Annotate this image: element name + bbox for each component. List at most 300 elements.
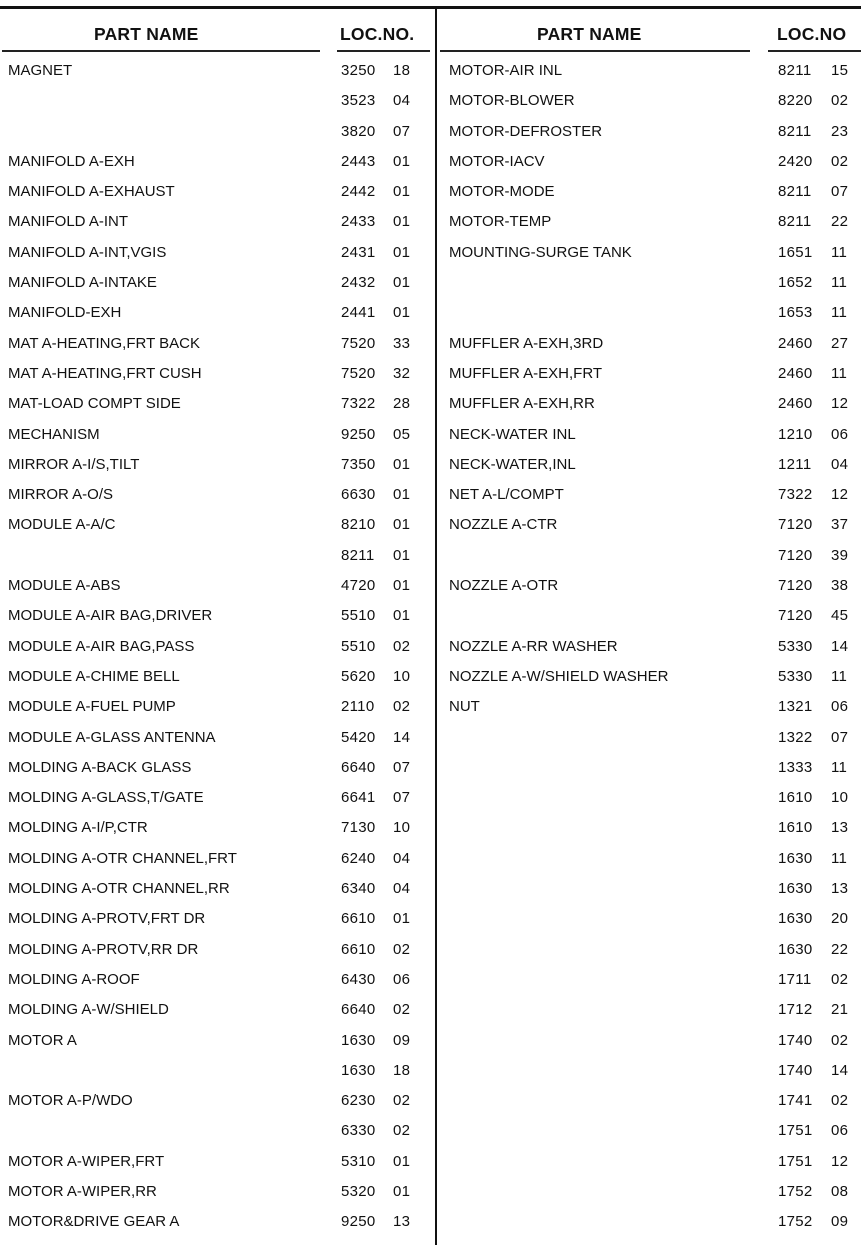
index-number-cell: 15 [831, 62, 849, 79]
index-number-cell: 01 [393, 910, 411, 928]
index-number-cell: 11 [831, 758, 848, 776]
index-number-cell: 07 [393, 122, 411, 140]
loc-number-cell: 7120 [778, 516, 813, 534]
table-row [0, 269, 432, 299]
part-name-cell: MAGNET [8, 62, 73, 79]
table-row [438, 1117, 861, 1147]
table-row [0, 875, 432, 905]
loc-number-cell: 5320 [341, 1182, 376, 1200]
loc-number-cell: 1630 [778, 940, 813, 958]
table-row [0, 330, 432, 360]
loc-number-cell: 8210 [341, 516, 376, 534]
loc-number-cell: 5510 [341, 637, 376, 655]
loc-number-cell: 2433 [341, 213, 376, 231]
index-number-cell: 45 [831, 607, 849, 625]
table-row [0, 693, 432, 723]
table-row [0, 1178, 432, 1208]
loc-number-cell: 7520 [341, 334, 376, 352]
index-number-cell: 01 [393, 304, 411, 322]
part-name-cell: MOTOR A [8, 1031, 77, 1049]
index-number-cell: 10 [393, 819, 411, 837]
part-name-cell: MODULE A-AIR BAG,DRIVER [8, 607, 213, 625]
table-row [438, 542, 861, 572]
index-number-cell: 12 [831, 486, 849, 504]
right-parts-column [438, 9, 861, 1231]
part-name-cell: MANIFOLD A-EXH [8, 152, 135, 170]
loc-number-cell: 3250 [341, 62, 376, 79]
table-row [0, 724, 432, 754]
table-row [438, 299, 861, 329]
loc-number-cell: 1610 [778, 819, 813, 837]
index-number-cell: 04 [393, 92, 411, 110]
loc-number-cell: 2460 [778, 395, 813, 413]
right-loc-no-heading: LOC.NO [777, 24, 847, 44]
table-row [438, 693, 861, 723]
index-number-cell: 11 [831, 667, 848, 685]
index-number-cell: 11 [831, 243, 848, 261]
part-name-cell: MAT A-HEATING,FRT BACK [8, 334, 200, 352]
loc-number-cell: 7520 [341, 364, 376, 382]
table-row [438, 905, 861, 935]
table-row [0, 1208, 432, 1238]
part-name-cell: NECK-WATER,INL [449, 455, 576, 473]
index-number-cell: 14 [393, 728, 411, 746]
index-number-cell: 02 [831, 152, 849, 170]
index-number-cell: 11 [831, 364, 848, 382]
table-row [438, 572, 861, 602]
loc-number-cell: 1630 [778, 910, 813, 928]
loc-number-cell: 1322 [778, 728, 813, 746]
loc-number-cell: 3820 [341, 122, 376, 140]
index-number-cell: 01 [393, 577, 411, 595]
table-row [438, 1148, 861, 1178]
index-number-cell: 02 [831, 1092, 849, 1110]
table-row [438, 178, 861, 208]
table-row [0, 996, 432, 1026]
table-row [438, 87, 861, 117]
loc-number-cell: 6610 [341, 910, 376, 928]
index-number-cell: 23 [831, 122, 849, 140]
table-row [438, 784, 861, 814]
index-number-cell: 01 [393, 546, 411, 564]
table-row [0, 754, 432, 784]
part-name-cell: MOTOR-MODE [449, 183, 555, 201]
table-row [0, 87, 432, 117]
part-name-cell: MOTOR&DRIVE GEAR A [8, 1213, 180, 1231]
index-number-cell: 37 [831, 516, 849, 534]
right-rows [438, 57, 861, 1239]
part-name-cell: MANIFOLD A-INT [8, 213, 129, 231]
index-number-cell: 11 [831, 849, 848, 867]
index-number-cell: 02 [831, 970, 849, 988]
table-row [0, 1087, 432, 1117]
table-row [438, 1178, 861, 1208]
index-number-cell: 07 [393, 758, 411, 776]
part-name-cell: MIRROR A-O/S [8, 486, 114, 504]
table-row [0, 1027, 432, 1057]
left-loc-no-heading: LOC.NO. [340, 24, 415, 44]
index-number-cell: 01 [393, 1152, 411, 1170]
table-row [0, 602, 432, 632]
table-row [0, 814, 432, 844]
loc-number-cell: 8220 [778, 92, 813, 110]
table-row [438, 451, 861, 481]
index-number-cell: 08 [831, 1182, 849, 1200]
loc-number-cell: 8211 [778, 183, 812, 201]
loc-number-cell: 8211 [778, 122, 812, 140]
loc-number-cell: 2431 [341, 243, 376, 261]
table-row [438, 1027, 861, 1057]
index-number-cell: 04 [393, 880, 411, 898]
part-name-cell: MOLDING A-W/SHIELD [8, 1001, 169, 1019]
table-row [438, 421, 861, 451]
part-name-cell: MANIFOLD A-EXHAUST [8, 183, 175, 201]
loc-number-cell: 6630 [341, 486, 376, 504]
loc-number-cell: 1711 [778, 970, 812, 988]
index-number-cell: 27 [831, 334, 849, 352]
index-number-cell: 01 [393, 455, 411, 473]
part-name-cell: MOTOR-AIR INL [449, 62, 563, 79]
loc-number-cell: 4720 [341, 577, 376, 595]
index-number-cell: 09 [393, 1031, 411, 1049]
index-number-cell: 01 [393, 1182, 411, 1200]
right-header [438, 9, 861, 54]
index-number-cell: 06 [831, 425, 849, 443]
loc-number-cell: 6640 [341, 1001, 376, 1019]
part-name-cell: MOTOR-BLOWER [449, 92, 575, 110]
part-name-cell: MOLDING A-BACK GLASS [8, 758, 192, 776]
table-row [0, 239, 432, 269]
left-parts-column [0, 9, 432, 1231]
loc-number-cell: 7130 [341, 819, 376, 837]
part-name-cell: MODULE A-GLASS ANTENNA [8, 728, 216, 746]
loc-number-cell: 5420 [341, 728, 376, 746]
loc-number-cell: 5510 [341, 607, 376, 625]
loc-number-cell: 1630 [341, 1061, 376, 1079]
table-row [438, 148, 861, 178]
loc-number-cell: 5620 [341, 667, 376, 685]
part-name-cell: MOLDING A-OTR CHANNEL,FRT [8, 849, 237, 867]
part-name-cell: MOTOR-IACV [449, 152, 545, 170]
loc-number-cell: 5310 [341, 1152, 376, 1170]
part-name-cell: MOTOR A-P/WDO [8, 1092, 133, 1110]
index-number-cell: 01 [393, 213, 411, 231]
loc-number-cell: 7322 [778, 486, 813, 504]
table-row [0, 390, 432, 420]
part-name-cell: MAT A-HEATING,FRT CUSH [8, 364, 202, 382]
right-name-header-rule [440, 50, 750, 52]
part-name-cell: NUT [449, 698, 480, 716]
left-header [0, 9, 432, 54]
index-number-cell: 04 [831, 455, 849, 473]
index-number-cell: 06 [393, 970, 411, 988]
table-row [438, 481, 861, 511]
index-number-cell: 22 [831, 213, 849, 231]
index-number-cell: 10 [831, 789, 849, 807]
table-row [0, 572, 432, 602]
table-row [0, 118, 432, 148]
loc-number-cell: 2460 [778, 364, 813, 382]
index-number-cell: 14 [831, 637, 849, 655]
loc-number-cell: 1630 [778, 849, 813, 867]
index-number-cell: 02 [393, 1122, 411, 1140]
loc-number-cell: 1630 [341, 1031, 376, 1049]
part-name-cell: MOTOR-TEMP [449, 213, 552, 231]
index-number-cell: 13 [831, 819, 849, 837]
column-divider [435, 9, 437, 1245]
loc-number-cell: 1751 [778, 1122, 813, 1140]
part-name-cell: MANIFOLD A-INTAKE [8, 274, 157, 292]
loc-number-cell: 1712 [778, 1001, 813, 1019]
table-row [0, 966, 432, 996]
loc-number-cell: 2442 [341, 183, 376, 201]
loc-number-cell: 6230 [341, 1092, 376, 1110]
index-number-cell: 02 [831, 1031, 849, 1049]
right-loc-header-rule [768, 50, 861, 52]
part-name-cell: MOLDING A-ROOF [8, 970, 140, 988]
loc-number-cell: 6340 [341, 880, 376, 898]
table-row [438, 966, 861, 996]
index-number-cell: 18 [393, 1061, 411, 1079]
loc-number-cell: 2460 [778, 334, 813, 352]
loc-number-cell: 1751 [778, 1152, 813, 1170]
table-row [438, 633, 861, 663]
loc-number-cell: 6430 [341, 970, 376, 988]
index-number-cell: 01 [393, 274, 411, 292]
left-rows [0, 57, 432, 1239]
loc-number-cell: 6610 [341, 940, 376, 958]
loc-number-cell: 1752 [778, 1182, 813, 1200]
loc-number-cell: 1610 [778, 789, 813, 807]
part-name-cell: MECHANISM [8, 425, 100, 443]
table-row [0, 845, 432, 875]
index-number-cell: 13 [393, 1213, 411, 1231]
part-name-cell: MUFFLER A-EXH,FRT [449, 364, 603, 382]
loc-number-cell: 1740 [778, 1061, 813, 1079]
table-row [0, 57, 432, 87]
left-part-name-heading: PART NAME [94, 24, 199, 44]
table-row [0, 421, 432, 451]
index-number-cell: 02 [393, 1001, 411, 1019]
part-name-cell: MODULE A-CHIME BELL [8, 667, 180, 685]
index-number-cell: 32 [393, 364, 411, 382]
index-number-cell: 01 [393, 152, 411, 170]
part-name-cell: NET A-L/COMPT [449, 486, 564, 504]
index-number-cell: 21 [831, 1001, 849, 1019]
index-number-cell: 28 [393, 395, 411, 413]
table-row [0, 663, 432, 693]
table-row [438, 360, 861, 390]
index-number-cell: 06 [831, 1122, 849, 1140]
loc-number-cell: 1211 [778, 455, 812, 473]
loc-number-cell: 2432 [341, 274, 376, 292]
part-name-cell: MAT-LOAD COMPT SIDE [8, 395, 181, 413]
part-name-cell: NOZZLE A-W/SHIELD WASHER [449, 667, 669, 685]
index-number-cell: 01 [393, 516, 411, 534]
loc-number-cell: 6640 [341, 758, 376, 776]
table-row [438, 602, 861, 632]
index-number-cell: 05 [393, 425, 411, 443]
table-row [438, 1208, 861, 1238]
table-row [438, 330, 861, 360]
loc-number-cell: 1741 [778, 1092, 813, 1110]
part-name-cell: MOTOR A-WIPER,RR [8, 1182, 157, 1200]
part-name-cell: NOZZLE A-OTR [449, 577, 559, 595]
index-number-cell: 12 [831, 1152, 849, 1170]
index-number-cell: 11 [831, 304, 848, 322]
table-row [438, 845, 861, 875]
table-row [0, 178, 432, 208]
index-number-cell: 38 [831, 577, 849, 595]
loc-number-cell: 6240 [341, 849, 376, 867]
index-number-cell: 07 [831, 183, 849, 201]
index-number-cell: 02 [393, 698, 411, 716]
loc-number-cell: 7322 [341, 395, 376, 413]
table-row [438, 754, 861, 784]
loc-number-cell: 7120 [778, 546, 813, 564]
part-name-cell: MIRROR A-I/S,TILT [8, 455, 140, 473]
table-row [438, 208, 861, 238]
table-row [438, 663, 861, 693]
part-name-cell: NECK-WATER INL [449, 425, 576, 443]
index-number-cell: 22 [831, 940, 849, 958]
part-name-cell: NOZZLE A-CTR [449, 516, 558, 534]
loc-number-cell: 9250 [341, 425, 376, 443]
part-name-cell: MOLDING A-PROTV,FRT DR [8, 910, 206, 928]
index-number-cell: 06 [831, 698, 849, 716]
table-row [438, 875, 861, 905]
index-number-cell: 02 [393, 940, 411, 958]
part-name-cell: MANIFOLD A-INT,VGIS [8, 243, 167, 261]
index-number-cell: 01 [393, 607, 411, 625]
index-number-cell: 04 [393, 849, 411, 867]
index-number-cell: 01 [393, 183, 411, 201]
table-row [0, 208, 432, 238]
part-name-cell: MANIFOLD-EXH [8, 304, 122, 322]
index-number-cell: 07 [831, 728, 849, 746]
loc-number-cell: 5330 [778, 667, 813, 685]
table-row [438, 724, 861, 754]
index-number-cell: 12 [831, 395, 849, 413]
index-number-cell: 09 [831, 1213, 849, 1231]
table-row [438, 996, 861, 1026]
table-row [438, 511, 861, 541]
part-name-cell: MOLDING A-OTR CHANNEL,RR [8, 880, 230, 898]
loc-number-cell: 1630 [778, 880, 813, 898]
loc-number-cell: 2110 [341, 698, 375, 716]
table-row [0, 148, 432, 178]
loc-number-cell: 1653 [778, 304, 813, 322]
loc-number-cell: 1333 [778, 758, 813, 776]
loc-number-cell: 2420 [778, 152, 813, 170]
table-row [0, 784, 432, 814]
table-row [0, 360, 432, 390]
part-name-cell: MOLDING A-I/P,CTR [8, 819, 148, 837]
loc-number-cell: 1740 [778, 1031, 813, 1049]
table-row [438, 390, 861, 420]
loc-number-cell: 3523 [341, 92, 376, 110]
part-name-cell: MODULE A-A/C [8, 516, 116, 534]
part-name-cell: MUFFLER A-EXH,RR [449, 395, 595, 413]
table-row [438, 1057, 861, 1087]
table-row [438, 239, 861, 269]
index-number-cell: 02 [393, 1092, 411, 1110]
table-row [0, 633, 432, 663]
loc-number-cell: 8211 [341, 546, 375, 564]
table-row [0, 905, 432, 935]
loc-number-cell: 7350 [341, 455, 376, 473]
loc-number-cell: 1321 [778, 698, 813, 716]
table-row [0, 936, 432, 966]
loc-number-cell: 7120 [778, 577, 813, 595]
table-row [0, 511, 432, 541]
left-name-header-rule [2, 50, 320, 52]
loc-number-cell: 7120 [778, 607, 813, 625]
part-name-cell: MOLDING A-GLASS,T/GATE [8, 789, 204, 807]
part-name-cell: MODULE A-ABS [8, 577, 121, 595]
index-number-cell: 10 [393, 667, 411, 685]
table-row [0, 1057, 432, 1087]
table-row [0, 299, 432, 329]
index-number-cell: 13 [831, 880, 849, 898]
part-name-cell: MUFFLER A-EXH,3RD [449, 334, 604, 352]
part-name-cell: MOUNTING-SURGE TANK [449, 243, 632, 261]
loc-number-cell: 1210 [778, 425, 813, 443]
loc-number-cell: 1652 [778, 274, 813, 292]
index-number-cell: 02 [831, 92, 849, 110]
index-number-cell: 39 [831, 546, 849, 564]
table-row [438, 57, 861, 87]
table-row [438, 814, 861, 844]
table-row [0, 481, 432, 511]
loc-number-cell: 2441 [341, 304, 376, 322]
loc-number-cell: 9250 [341, 1213, 376, 1231]
loc-number-cell: 5330 [778, 637, 813, 655]
table-row [0, 1148, 432, 1178]
part-name-cell: MODULE A-FUEL PUMP [8, 698, 176, 716]
loc-number-cell: 1651 [778, 243, 813, 261]
table-row [438, 269, 861, 299]
part-name-cell: MOTOR A-WIPER,FRT [8, 1152, 165, 1170]
index-number-cell: 14 [831, 1061, 849, 1079]
index-number-cell: 20 [831, 910, 849, 928]
index-number-cell: 11 [831, 274, 848, 292]
part-name-cell: MOLDING A-PROTV,RR DR [8, 940, 199, 958]
loc-number-cell: 8211 [778, 62, 812, 79]
part-name-cell: NOZZLE A-RR WASHER [449, 637, 618, 655]
index-number-cell: 33 [393, 334, 411, 352]
loc-number-cell: 6641 [341, 789, 376, 807]
index-number-cell: 01 [393, 486, 411, 504]
left-loc-header-rule [337, 50, 430, 52]
table-row [0, 542, 432, 572]
index-number-cell: 01 [393, 243, 411, 261]
table-row [438, 118, 861, 148]
index-number-cell: 18 [393, 62, 411, 79]
loc-number-cell: 6330 [341, 1122, 376, 1140]
loc-number-cell: 8211 [778, 213, 812, 231]
part-name-cell: MODULE A-AIR BAG,PASS [8, 637, 195, 655]
right-part-name-heading: PART NAME [537, 24, 642, 44]
table-row [438, 1087, 861, 1117]
table-row [0, 451, 432, 481]
loc-number-cell: 2443 [341, 152, 376, 170]
table-row [0, 1117, 432, 1147]
index-number-cell: 02 [393, 637, 411, 655]
index-number-cell: 07 [393, 789, 411, 807]
part-name-cell: MOTOR-DEFROSTER [449, 122, 603, 140]
loc-number-cell: 1752 [778, 1213, 813, 1231]
